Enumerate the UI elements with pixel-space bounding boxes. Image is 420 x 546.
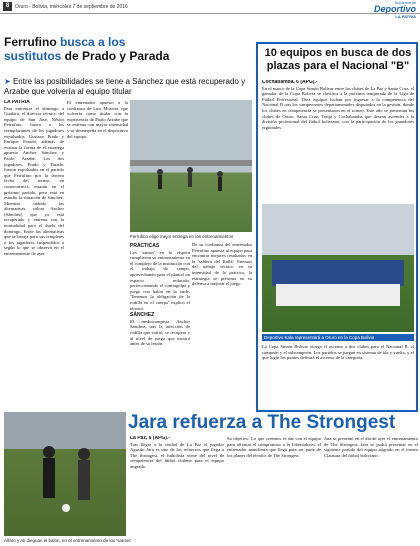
bullet-icon: ➤ — [4, 77, 11, 86]
training-photo-1 — [130, 100, 252, 232]
bottom-column-3-text: Jara se presentó en el día de ayer el entrenamiento de The Strongest, Jara se podrá presentar en el siguiente partido del equipo atigrado en el torneo Clausura del fútbol boliviano. — [324, 436, 418, 458]
photo-2-caption: Alfaro y Ali dieguan el balón, en el entrenamiento de los 'santos' — [4, 538, 132, 543]
left-article-title — [4, 35, 252, 63]
players-silhouettes-icon — [130, 100, 252, 232]
column-3-text: Los 'santos' en la víspera cumplieron su entrenamiento en el complejo de la institución con el trabajo de campo, aprovechando para el plantel un espacio reducido, perfeccionando el contragolpe y juego con balón en la tarde. 'Tenemos la obligación de la rodilla en el cuerpo' explicó el técnico. — [130, 249, 190, 311]
column-4-text: De su confianza del entrenador Ferrufino apuesta al equipo para encontrar mejores resultados en la 'saldera del Kallá'. Enemos del trabajo técnico en su intensidad de la práctica, la estrategia se presenta en su defensa a mejorar el juego. — [192, 242, 252, 287]
left-article-subtitle — [4, 77, 252, 97]
dateline: Oruro - Bolivia, miércoles 7 de septiembre de 2016 — [15, 4, 128, 10]
title-rest: de Prado y Parada — [61, 49, 170, 63]
column-3b-text: El mediocampista Anchor Sánchez, tras la infección de rodilla que sufrió, se recupera y al nivel de juego que mostró antes de su lesión. — [130, 318, 190, 347]
bottom-column-2-text: Su objetivo. Lo que creemos es dar con el equipo para afrontar el compromiso a la Libertadores, el entrenador manifiesta que llega para ser parte de los planes del técnico de The Strongest. — [227, 436, 321, 458]
title-plain: Ferrufino — [4, 35, 60, 49]
byline: LA PATRIA — [4, 100, 30, 105]
training-photo-2 — [4, 412, 126, 536]
column-1-text: Para enfrentar el domingo a Guabirá, el director técnico del equipo de San José, Néstor Ferrufino, busca a los reemplazantes de los jugadores expulsados, Gustavo Prado y Enrique Parada, además de evaluar la forma de el estratega apuesto Anchor Sánchez y Paolo Arzabe. Los dos jugadores, Prado y Parada, fueron expulsados en el partido que Ferrufino por la tercera fecha del torneo, en consecuencia, estarán en el próximo partido, pero está en estudio la situación de Sánchez. Mientras cuándo las alternativas, valora Anchor (Sánchez) que ya está recuperado y entrena con la normalidad para el duelo del domingo. Entre las alternativas que se baraja para sus templetes a los jugadores suspendidos a según lo que se observó en el entrenamiento de ayer. — [4, 105, 64, 257]
logo-main: Deportivo — [373, 4, 416, 14]
left-article-column-2 — [67, 100, 128, 440]
team-group-icon — [262, 204, 414, 332]
left-article-column-1 — [4, 100, 64, 440]
right-body-text: En el marco de la Copa Simón Bolívar entre los clubes de La Paz y Santa Cruz, el ganador de la Copa Bolivia se clasifica a la próxima temporada de la Liga de Fútbol Profesional. Diez equipos luchan por ingresar a la competencia del Nacional B tras los campeonatos departamentales disputados en la gestión, donde los clubes en competencia se presentaron en el torneo. Este año se presentan los clubes de Oruro, Santa Cruz, Tarija y Cochabamba que desean ascender a la división profesional del fútbol boliviano, con la participación de los ganadores regionales. — [262, 85, 414, 130]
bottom-article-title: Jara refuerza a The Strongest — [128, 412, 396, 433]
bottom-byline: La Paz, 6 (APG).- — [130, 436, 171, 441]
page-number: 8 — [3, 2, 12, 11]
sanchez-subhead: SÁNCHEZ — [130, 312, 155, 319]
photo-1-caption: Ferrufino elige mejor entrega en los entrenamientos — [130, 234, 234, 239]
title-highlight-1: busca a los — [60, 35, 126, 49]
title-highlight-2: sustitutos — [4, 49, 62, 63]
supplement-logo — [368, 0, 416, 19]
page-header — [0, 0, 420, 19]
column-2-text: El entrenador apuesto a la confianza de Luis Moreira, que volvería como titular con la experiencia de Paolo Arzabe que se entrena con mayor intensidad y se desempeña en el dispositivo del equipo. — [67, 100, 128, 139]
team-photo — [262, 204, 414, 332]
logo-sub: LA PATRIA — [395, 14, 416, 19]
right-article-body-2 — [262, 344, 414, 408]
bottom-article-column-2 — [227, 436, 321, 544]
bottom-article-column-1 — [130, 436, 224, 544]
right-byline: Cochabamba, 6 (APG).- — [262, 80, 318, 85]
logo-top: Suplemento — [394, 0, 416, 5]
right-body-2-text: La Copa Simón Bolívar otorga el ascenso a dos clubes para el Nacional B, el campeón y el subcampeón. Los partidos se juegan en sistema de ida y vuelta, y el que logre los puntos definirá el ascenso de la categoría. — [262, 344, 414, 361]
subtitle-text: Entre las posibilidades se tiene a Sánchez que está recuperado y Arzabe que volvería al equipo titular — [4, 77, 246, 96]
right-article-title: 10 equipos en busca de dos plazas para el Nacional "B" — [264, 47, 412, 72]
bottom-article-column-3 — [324, 436, 418, 544]
right-article-body — [262, 80, 414, 200]
bottom-column-1-text: Tras llegar a la ciudad de La Paz el jugador Agustín Jara es uno de los refuerzos que llega a The Strongest, el futbolista viene del nivel de competencia del fútbol chileno para el equipo atigrado. — [130, 441, 224, 469]
left-article-column-3 — [130, 242, 190, 412]
right-article-box — [256, 42, 418, 412]
left-article-column-4 — [192, 242, 252, 412]
practicas-subhead: PRÁCTICAS — [130, 243, 160, 249]
team-photo-caption: Deportivo Kala representará a Oruro en la Copa Bolivia — [262, 334, 414, 341]
players-playing-icon — [4, 412, 126, 536]
